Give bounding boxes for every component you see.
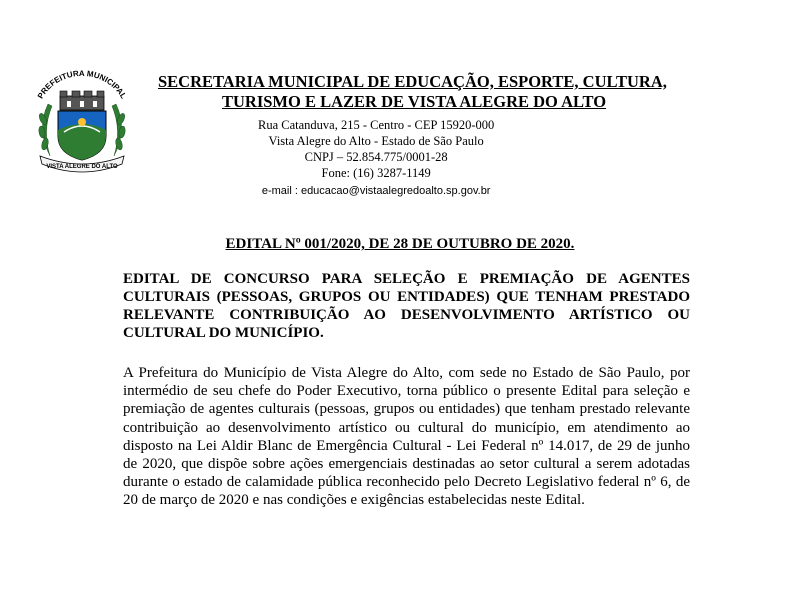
city-line: Vista Alegre do Alto - Estado de São Paulo — [268, 134, 484, 148]
crest-arc-text: PREFEITURA MUNICIPAL — [35, 68, 129, 101]
contact-block — [258, 117, 494, 199]
municipal-crest-logo — [26, 64, 138, 176]
shield-icon — [58, 111, 106, 160]
cnpj-line: CNPJ – 52.854.775/0001-28 — [304, 150, 448, 164]
secretariat-title — [158, 72, 667, 112]
phone-line: Fone: (16) 3287-1149 — [321, 166, 431, 180]
edital-number-heading: EDITAL Nº 001/2020, DE 28 DE OUTUBRO DE 2020. — [225, 236, 575, 252]
secretariat-title-line2: TURISMO E LAZER DE VISTA ALEGRE DO ALTO — [222, 92, 607, 111]
email-line: e-mail : educacao@vistaalegredoalto.sp.gov.br — [261, 185, 491, 197]
castle-crown-icon — [60, 91, 104, 110]
address-line: Rua Catanduva, 215 - Centro - CEP 15920-000 — [258, 118, 495, 132]
edital-subject: EDITAL DE CONCURSO PARA SELEÇÃO E PREMIAÇÃO DE AGENTES CULTURAIS (PESSOAS, GRUPOS OU ENTIDADES) QUE TENHAM PRESTADO RELEVANTE CONTRIBUIÇÃO AO DESENVOLVIMENTO ARTÍSTICO OU CULTURAL DO MUNICÍPIO. — [123, 271, 690, 341]
crest-banner-text: VISTA ALEGRE DO ALTO — [46, 164, 118, 170]
secretariat-title-line1: SECRETARIA MUNICIPAL DE EDUCAÇÃO, ESPORTE, CULTURA, — [158, 72, 667, 91]
edital-body-paragraph: A Prefeitura do Município de Vista Alegre do Alto, com sede no Estado de São Paulo, por intermédio de seu chefe do Poder Executivo, torna público o presente Edital para seleção e premiação de agentes culturais (pessoas, grupos ou entidades) que tenham prestado relevante contribuição ao desenvolvimento artístico ou cultural do município, em atendimento ao disposto na Lei Aldir Blanc de Emergência Cultural - Lei Federal nº 14.017, de 29 de junho de 2020, que dispõe sobre ações emergenciais destinadas ao setor cultural a serem adotadas durante o estado de calamidade pública reconhecido pelo Decreto Legislativo federal nº 6, de 20 de março de 2020 e nas condições e exigências estabelecidas neste Edital. — [123, 365, 690, 509]
